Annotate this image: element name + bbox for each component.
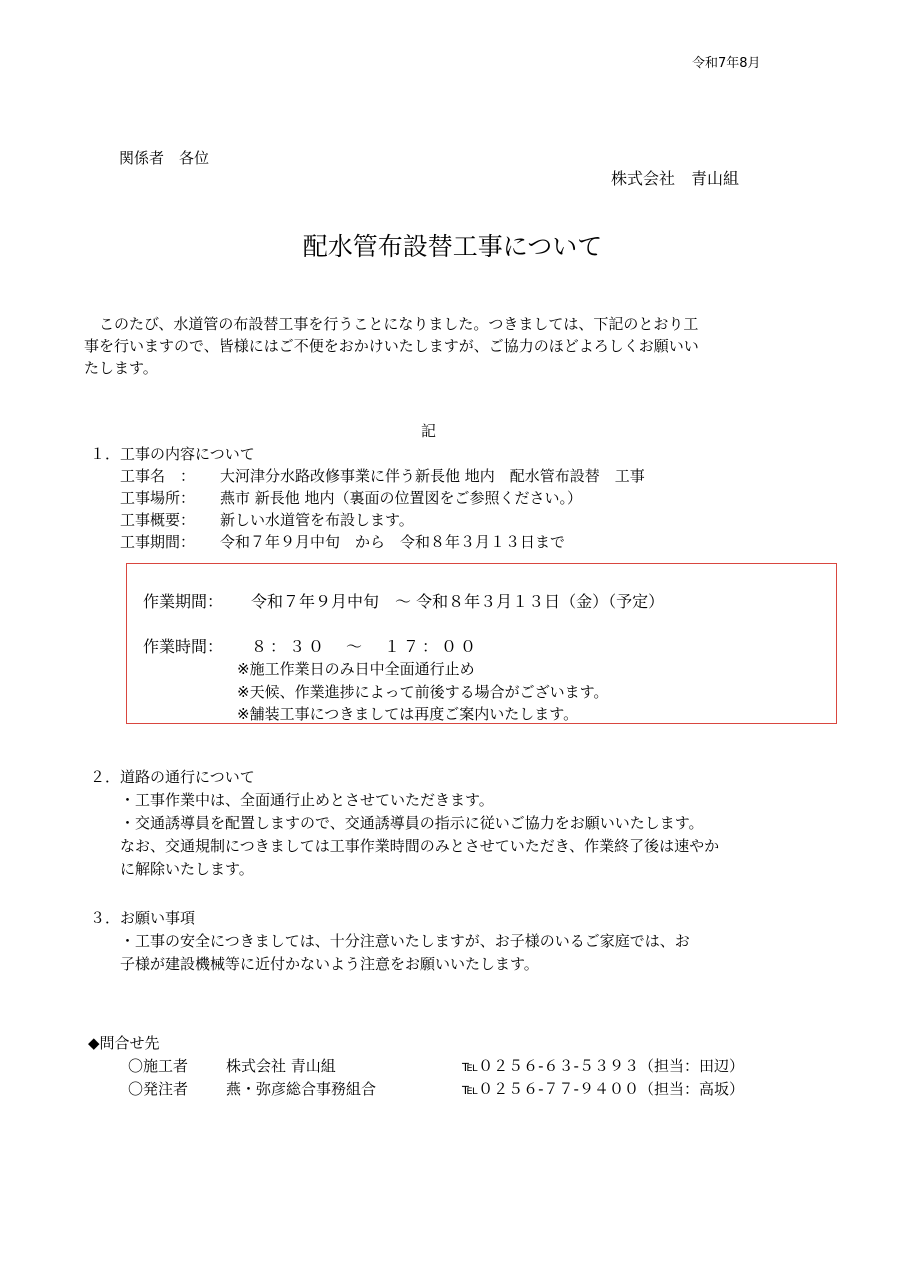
- section-line: ・工事の安全につきましては、十分注意いたしますが、お子様のいるご家庭では、お: [120, 932, 690, 950]
- section-heading: ２．道路の通行について: [90, 768, 255, 786]
- detail-value: 燕市 新長他 地内（裏面の位置図をご参照ください。）: [220, 489, 583, 507]
- contact-role: 〇発注者: [128, 1080, 189, 1098]
- section-line: なお、交通規制につきましては工事作業時間のみとさせていただき、作業終了後は速やか: [120, 837, 720, 855]
- section-requests: [90, 907, 690, 976]
- contact-tel: ℡０２５６-７７-９４００（担当：高坂）: [462, 1080, 744, 1098]
- document-date: 令和7年8月: [692, 56, 761, 71]
- schedule-note: ※天候、作業進捗によって前後する場合がございます。: [237, 683, 609, 701]
- ki-heading: 記: [421, 422, 437, 440]
- intro-line: このたび、水道管の布設替工事を行うことになりました。つきましては、下記のとおり工: [84, 315, 699, 333]
- intro-line: 事を行いますので、皆様にはご不便をおかけいたしますが、ご協力のほどよろしくお願いい: [84, 337, 699, 355]
- section-construction-details: [90, 443, 645, 553]
- section-line: ・交通誘導員を配置しますので、交通誘導員の指示に従いご協力をお願いいたします。: [120, 814, 704, 832]
- detail-value: 新しい水道管を布設します。: [220, 511, 414, 529]
- contact-row: [128, 1055, 744, 1078]
- work-hours-value: ８：３０ ～ １７：００: [251, 637, 480, 656]
- detail-row: [120, 531, 645, 553]
- intro-paragraph: [84, 313, 699, 379]
- contact-heading: ◆問合せ先: [88, 1034, 160, 1052]
- section-line: に解除いたします。: [120, 860, 254, 878]
- schedule-note: ※舗装工事につきましては再度ご案内いたします。: [237, 705, 579, 723]
- section-heading: １．工事の内容について: [90, 445, 255, 463]
- work-period-label: 作業期間：: [143, 592, 224, 611]
- detail-row: [120, 509, 645, 531]
- contact-role: 〇施工者: [128, 1057, 189, 1075]
- addressee: 関係者 各位: [119, 149, 210, 167]
- contact-org: 燕・弥彦総合事務組合: [226, 1080, 377, 1098]
- section-road-traffic: [90, 766, 719, 881]
- detail-value: 大河津分水路改修事業に伴う新長他 地内 配水管布設替 工事: [220, 467, 645, 485]
- detail-row: [120, 465, 645, 487]
- detail-value: 令和７年９月中旬 から 令和８年３月１３日まで: [220, 533, 566, 551]
- detail-key: 工事期間：: [120, 533, 196, 551]
- schedule-note: ※施工作業日のみ日中全面通行止め: [237, 660, 475, 678]
- contact-section: [88, 1032, 744, 1101]
- detail-row: [120, 487, 645, 509]
- intro-line: たします。: [84, 359, 158, 377]
- work-schedule-box: [126, 563, 837, 724]
- section-line: ・工事作業中は、全面通行止めとさせていただきます。: [120, 791, 494, 809]
- detail-key: 工事概要：: [120, 511, 196, 529]
- contact-org: 株式会社 青山組: [226, 1057, 336, 1075]
- detail-key: 工事場所：: [120, 489, 196, 507]
- sender-company: 株式会社 青山組: [611, 169, 740, 188]
- work-hours-label: 作業時間：: [143, 637, 224, 656]
- document-title: 配水管布設替工事について: [302, 232, 603, 261]
- detail-key: 工事名 ：: [120, 467, 196, 485]
- contact-row: [128, 1078, 744, 1101]
- work-period-value: 令和７年９月中旬 ～ 令和８年３月１３日（金）（予定）: [251, 592, 665, 611]
- section-heading: ３．お願い事項: [90, 909, 196, 927]
- contact-tel: ℡０２５６-６３-５３９３（担当：田辺）: [462, 1057, 744, 1075]
- section-line: 子様が建設機械等に近付かないよう注意をお願いいたします。: [120, 955, 539, 973]
